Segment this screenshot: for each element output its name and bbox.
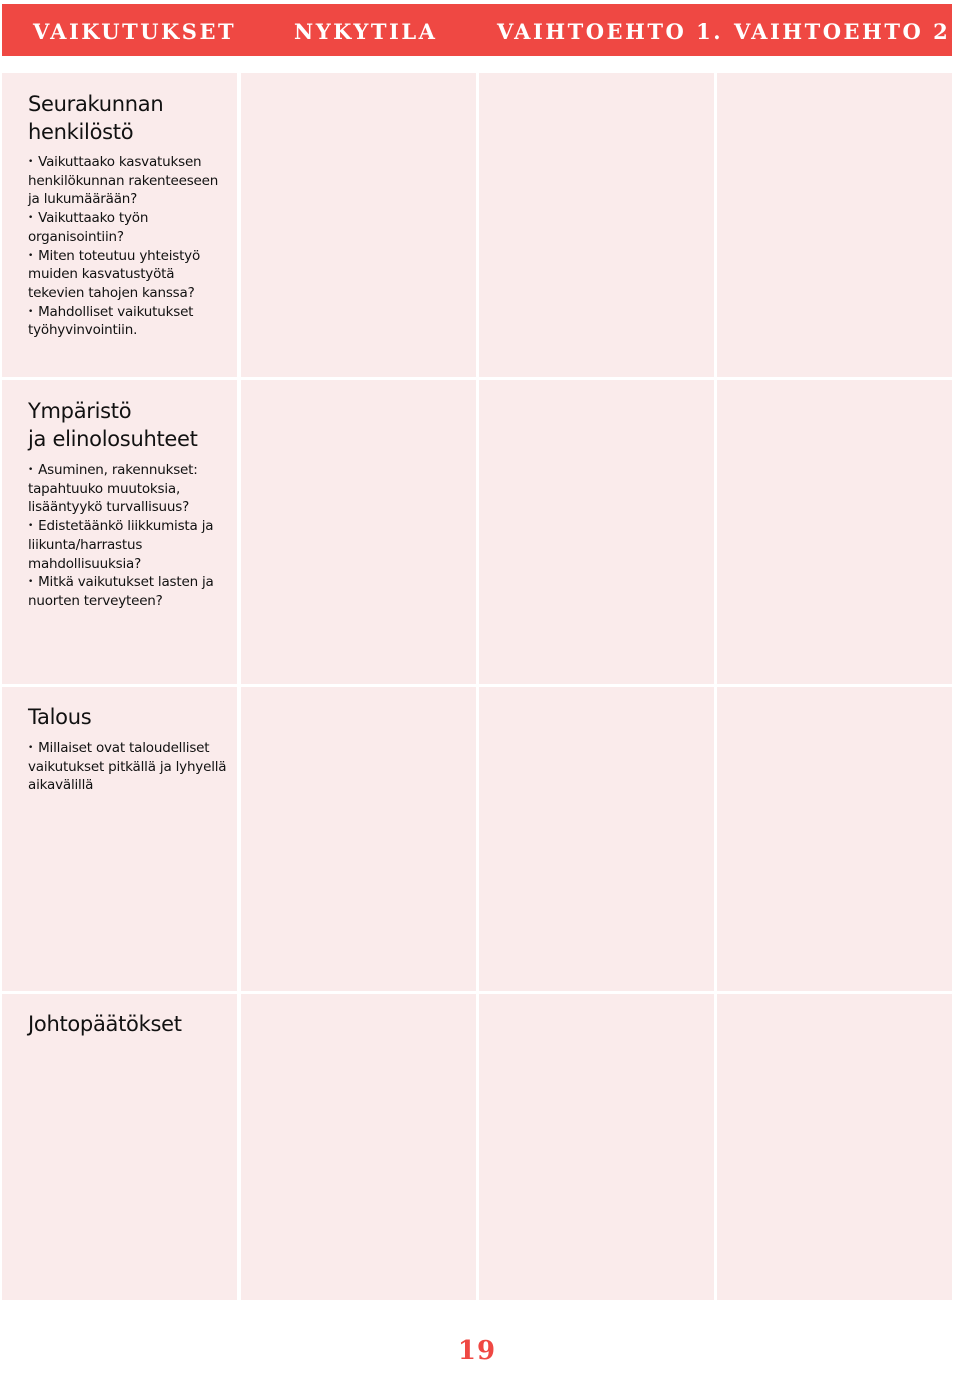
row-label-cell-staff xyxy=(2,73,237,377)
row-title-line: Ympäristö xyxy=(28,399,132,423)
row-title-conclusions xyxy=(28,1010,182,1038)
row-title-staff xyxy=(28,90,163,146)
row-label-cell-environment xyxy=(2,380,237,684)
bullet-list-finance xyxy=(28,739,228,795)
cell-finance-option-2 xyxy=(717,687,952,991)
cell-staff-option-2 xyxy=(717,73,952,377)
column-header-current-state: NYKYTILA xyxy=(294,19,438,44)
page-number: 19 xyxy=(457,1336,497,1366)
bullet-item: • Asuminen, rakennukset: tapahtuuko muutoksia, lisääntyykö turvallisuus? xyxy=(28,461,228,517)
bullet-item: • Vaikuttaako työn organisointiin? xyxy=(28,209,228,246)
bullet-list-environment xyxy=(28,461,228,611)
row-title-environment xyxy=(28,397,198,453)
row-label-cell-conclusions xyxy=(2,994,237,1300)
cell-environment-option-2 xyxy=(717,380,952,684)
row-title-line: Talous xyxy=(28,705,92,729)
cell-finance-current-state xyxy=(241,687,476,991)
bullet-item: • Edistetäänkö liikkumista ja liikunta/harrastus mahdollisuuksia? xyxy=(28,517,228,573)
table-header xyxy=(2,4,960,56)
cell-staff-option-1 xyxy=(479,73,714,377)
bullet-item: • Vaikuttaako kasvatuksen henkilökunnan rakenteeseen ja lukumäärään? xyxy=(28,153,228,209)
bullet-item: • Mahdolliset vaikutukset työhyvinvointiin. xyxy=(28,303,228,340)
row-title-line: ja elinolosuhteet xyxy=(28,427,198,451)
assessment-table xyxy=(2,73,952,1300)
bullet-list-staff xyxy=(28,153,228,340)
row-title-line: henkilöstö xyxy=(28,120,134,144)
cell-staff-current-state xyxy=(241,73,476,377)
row-title-finance xyxy=(28,703,91,731)
cell-conclusions-option-2 xyxy=(717,994,952,1300)
column-header-option-2: VAIHTOEHTO 2. xyxy=(734,19,960,44)
bullet-item: • Miten toteutuu yhteistyö muiden kasvatustyötä tekevien tahojen kanssa? xyxy=(28,247,228,303)
column-header-option-1: VAIHTOEHTO 1. xyxy=(497,19,724,44)
cell-environment-current-state xyxy=(241,380,476,684)
bullet-item: • Mitkä vaikutukset lasten ja nuorten terveyteen? xyxy=(28,573,228,610)
cell-finance-option-1 xyxy=(479,687,714,991)
row-title-line: Seurakunnan xyxy=(28,92,164,116)
column-header-effects: VAIKUTUKSET xyxy=(33,19,237,44)
bullet-item: • Millaiset ovat taloudelliset vaikutukset pitkällä ja lyhyellä aikavälillä xyxy=(28,739,228,795)
row-label-cell-finance xyxy=(2,687,237,991)
cell-conclusions-option-1 xyxy=(479,994,714,1300)
cell-conclusions-current-state xyxy=(241,994,476,1300)
row-title-line: Johtopäätökset xyxy=(28,1012,182,1036)
cell-environment-option-1 xyxy=(479,380,714,684)
